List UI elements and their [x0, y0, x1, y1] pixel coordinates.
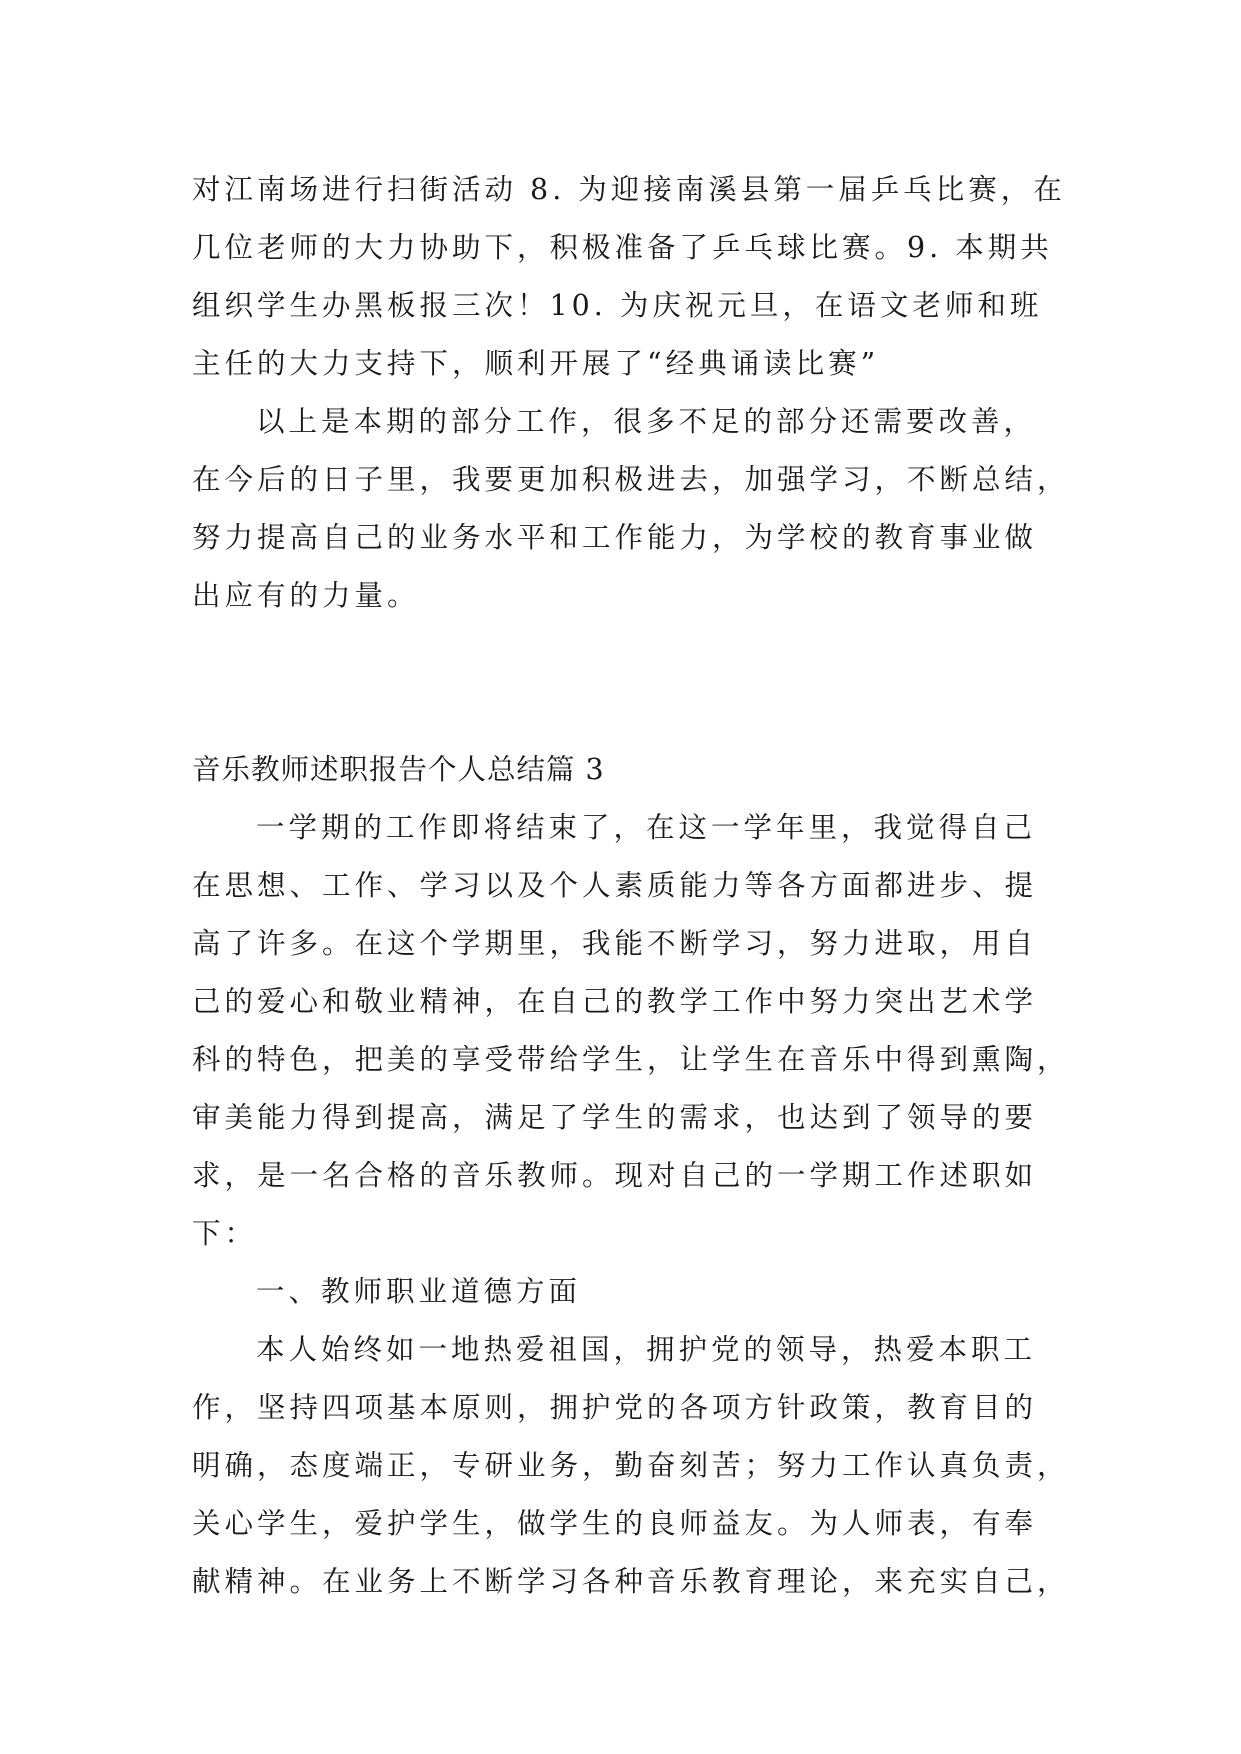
paragraph-line: 对江南场进行扫街活动 8. 为迎接南溪县第一届乒乓比赛，在	[192, 173, 1066, 206]
paragraph-line: 求，是一名合格的音乐教师。现对自己的一学期工作述职如	[192, 1159, 1038, 1192]
paragraph-line: 在思想、工作、学习以及个人素质能力等各方面都进步、提	[192, 869, 1038, 902]
paragraph-line: 审美能力得到提高，满足了学生的需求，也达到了领导的要	[192, 1101, 1038, 1134]
summary-paragraph	[192, 393, 1070, 625]
ethics-paragraph	[192, 1321, 1070, 1611]
paragraph-line: 出应有的力量。	[192, 579, 420, 612]
paragraph-line: 作，坚持四项基本原则，拥护党的各项方针政策，教育目的	[192, 1391, 1038, 1424]
continuation-paragraph	[192, 161, 1066, 393]
document-body	[192, 161, 1070, 1611]
paragraph-line: 高了许多。在这个学期里，我能不断学习，努力进取，用自	[192, 927, 1038, 960]
section-spacer	[192, 625, 1062, 741]
paragraph-line: 在今后的日子里，我要更加积极进去，加强学习，不断总结，	[192, 463, 1070, 496]
paragraph-line: 主任的大力支持下，顺利开展了“经典诵读比赛”	[192, 347, 880, 380]
paragraph-line: 己的爱心和敬业精神，在自己的教学工作中努力突出艺术学	[192, 985, 1038, 1018]
paragraph-line: 努力提高自己的业务水平和工作能力，为学校的教育事业做	[192, 521, 1038, 554]
paragraph-line: 科的特色，把美的享受带给学生，让学生在音乐中得到熏陶，	[192, 1043, 1070, 1076]
paragraph-line: 组织学生办黑板报三次！10. 为庆祝元旦，在语文老师和班	[192, 289, 1043, 322]
paragraph-line: 几位老师的大力协助下，积极准备了乒乓球比赛。9. 本期共	[192, 231, 1053, 264]
subheading: 一、教师职业道德方面	[256, 1275, 582, 1308]
paragraph-line: 一学期的工作即将结束了，在这一学年里，我觉得自己	[256, 811, 1037, 844]
section-title: 音乐教师述职报告个人总结篇 3	[192, 753, 605, 786]
paragraph-line: 关心学生，爱护学生，做学生的良师益友。为人师表，有奉	[192, 1507, 1038, 1540]
paragraph-line: 献精神。在业务上不断学习各种音乐教育理论，来充实自己，	[192, 1565, 1070, 1598]
paragraph-line: 下：	[192, 1217, 258, 1250]
paragraph-line: 以上是本期的部分工作，很多不足的部分还需要改善，	[256, 405, 1037, 438]
intro-paragraph	[192, 799, 1070, 1263]
paragraph-line: 明确，态度端正，专研业务，勤奋刻苦；努力工作认真负责，	[192, 1449, 1070, 1482]
paragraph-line: 本人始终如一地热爱祖国，拥护党的领导，热爱本职工	[256, 1333, 1037, 1366]
